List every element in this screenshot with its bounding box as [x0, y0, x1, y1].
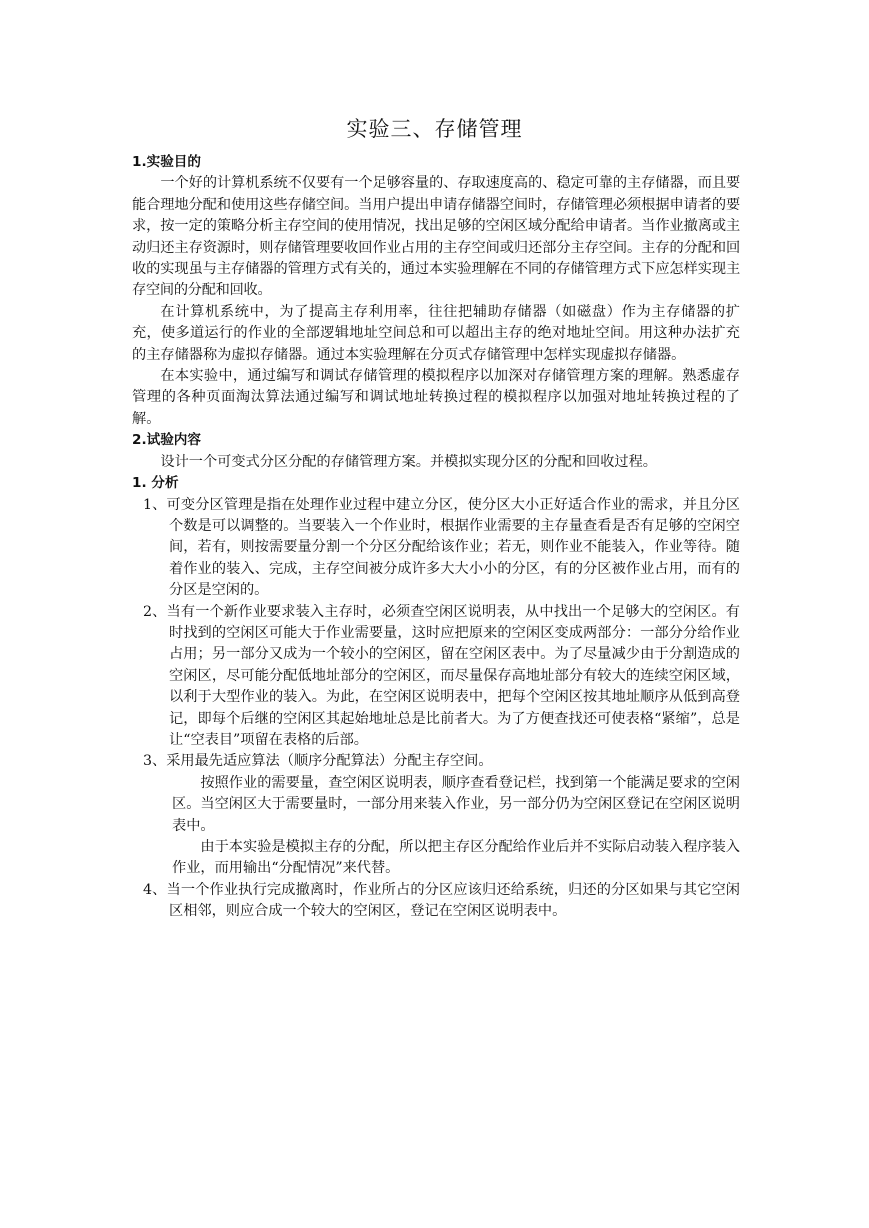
- content-paragraph: 设计一个可变式分区分配的存储管理方案。并模拟实现分区的分配和回收过程。: [160, 453, 657, 470]
- section-heading-content: 2.试验内容: [132, 432, 201, 449]
- analysis-item-3: 3、采用最先适应算法（顺序分配算法）分配主存空间。: [143, 753, 493, 770]
- analysis-heading: 1. 分析: [132, 475, 179, 492]
- section-heading-purpose: 1.实验目的: [132, 154, 201, 170]
- analysis-item-2: 2、当有一个新作业要求装入主存时，必须查空闲区说明表，从中找出一个足够大的空闲区。有时找到的空闲区可能大于作业需要量，这时应把原来的空闲区变成两部分：一部分分给作业占用；另一部分又成为一个较小的空闲区，留在空闲区表中。为了尽量减少由于分割造成的空闲区，尽可能分配低地址部分的空闲区，而尽量保存高地址部分有较大的连续空闲区域，以利于大型作业的装入。为此，在空闲区说明表中，把每个空闲区按其地址顺序从低到高登记，即每个后继的空闲区其起始地址总是比前者大。为了方便查找还可使表格“紧缩”，总是让“空表目”项留在表格的后部。: [143, 603, 740, 748]
- purpose-paragraph-2: 在计算机系统中，为了提高主存利用率，往往把辅助存储器（如磁盘）作为主存储器的扩充，使多道运行的作业的全部逻辑地址空间总和可以超出主存的绝对地址空间。用这种办法扩充的主存储器称为虚拟存储器。通过本实验理解在分页式存储管理中怎样实现虚拟存储器。: [132, 303, 740, 363]
- page-title: 实验三、存储管理: [346, 117, 523, 141]
- analysis-item-3-detail-2: 由于本实验是模拟主存的分配，所以把主存区分配给作业后并不实际启动装入程序装入作业，而用输出“分配情况”来代替。: [172, 839, 740, 877]
- purpose-paragraph-3: 在本实验中，通过编写和调试存储管理的模拟程序以加深对存储管理方案的理解。熟悉虚存管理的各种页面淘汰算法通过编写和调试地址转换过程的模拟程序以加强对地址转换过程的了解。: [132, 368, 740, 427]
- analysis-item-1: 1、可变分区管理是指在处理作业过程中建立分区，使分区大小正好适合作业的需求，并且分区个数是可以调整的。当要装入一个作业时，根据作业需要的主存量查看是否有足够的空闲空间，若有，则按需要量分割一个分区分配给该作业；若无，则作业不能装入，作业等待。随着作业的装入、完成，主存空间被分成许多大大小小的分区，有的分区被作业占用，而有的分区是空闲的。: [143, 496, 740, 599]
- analysis-item-3-detail-1: 按照作业的需要量，查空闲区说明表，顺序查看登记栏，找到第一个能满足要求的空闲区。当空闲区大于需要量时，一部分用来装入作业，另一部分仍为空闲区登记在空闲区说明表中。: [172, 774, 740, 834]
- document-body: [132, 152, 740, 923]
- purpose-paragraph-1: 一个好的计算机系统不仅要有一个足够容量的、存取速度高的、稳定可靠的主存储器，而且要能合理地分配和使用这些存储空间。当用户提出申请存储器空间时，存储管理必须根据申请者的要求，按一定的策略分析主存空间的使用情况，找出足够的空闲区域分配给申请者。当作业撤离或主动归还主存资源时，则存储管理要收回作业占用的主存空间或归还部分主存空间。主存的分配和回收的实现虽与主存储器的管理方式有关的，通过本实验理解在不同的存储管理方式下应怎样实现主存空间的分配和回收。: [132, 175, 740, 299]
- analysis-item-4: 4、当一个作业执行完成撤离时，作业所占的分区应该归还给系统，归还的分区如果与其它空闲区相邻，则应合成一个较大的空闲区，登记在空闲区说明表中。: [143, 881, 740, 920]
